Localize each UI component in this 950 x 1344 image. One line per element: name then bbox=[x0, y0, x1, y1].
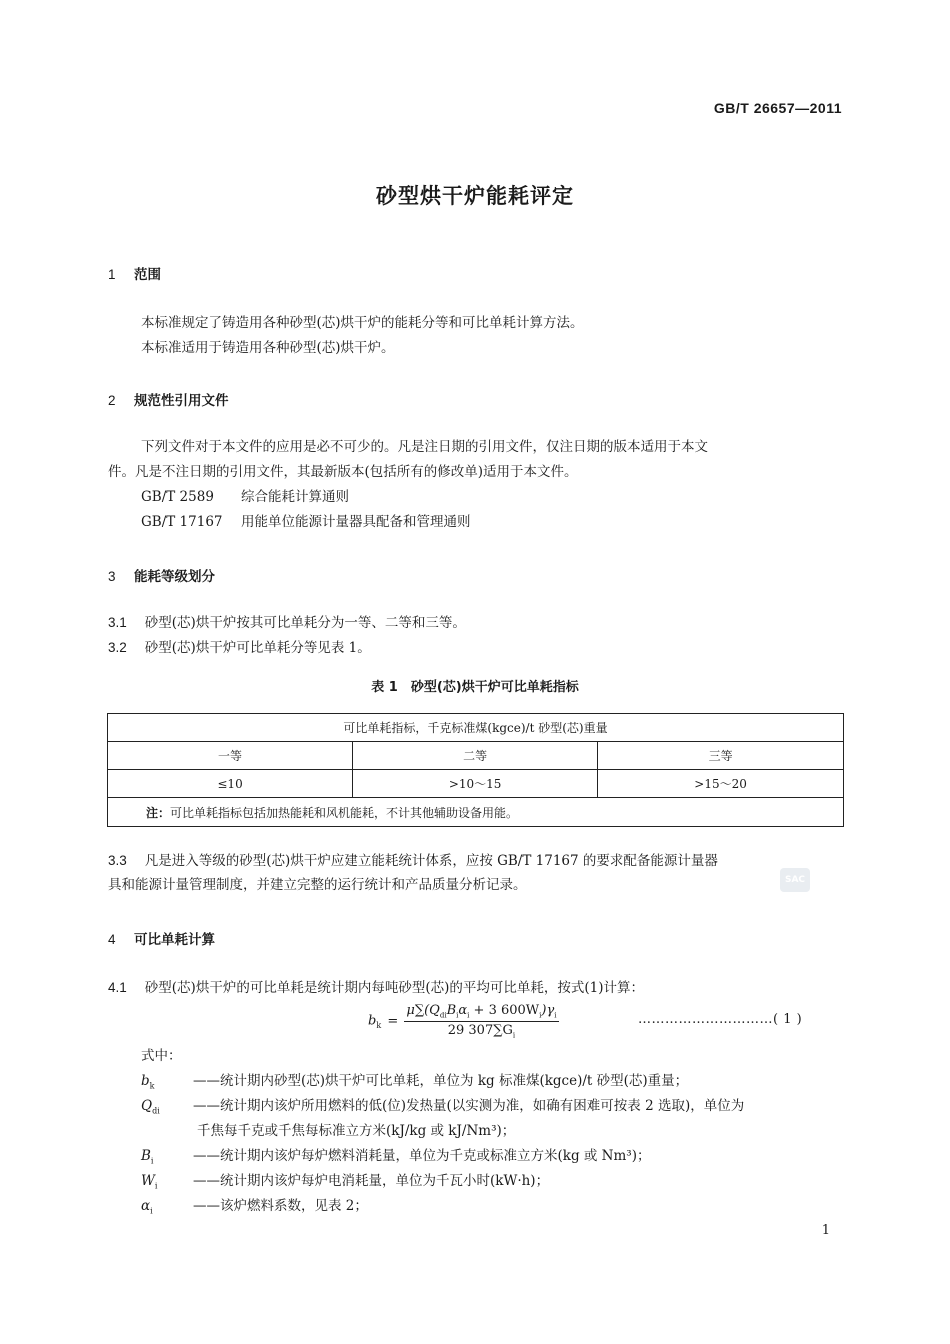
symbol-sub: i bbox=[150, 1156, 154, 1166]
paragraph: 本标准适用于铸造用各种砂型(芯)烘干炉。 bbox=[141, 340, 395, 356]
note-label: 注： bbox=[146, 805, 171, 820]
table-header: 可比单耗指标，千克标准煤(kgce)/t 砂型(芯)重量 bbox=[108, 714, 844, 742]
clause-text: 砂型(芯)烘干炉可比单耗分等见表 1。 bbox=[144, 640, 371, 656]
numerator-part: )γ bbox=[541, 1003, 555, 1018]
clause-text: 砂型(芯)烘干炉按其可比单耗分为一等、二等和三等。 bbox=[144, 615, 466, 631]
numerator-part: + 3 600W bbox=[469, 1003, 540, 1018]
symbol-letter: W bbox=[141, 1173, 155, 1189]
normative-reference bbox=[141, 485, 349, 510]
section-2-heading bbox=[108, 389, 229, 409]
symbol-sub: i bbox=[154, 1181, 158, 1191]
energy-grade-table bbox=[107, 713, 844, 827]
denominator-part: 29 307∑G bbox=[447, 1022, 513, 1038]
standard-code: GB/T 26657—2011 bbox=[713, 100, 842, 116]
dot-leader: ………………………… bbox=[638, 1012, 773, 1027]
denominator-sub: i bbox=[512, 1031, 516, 1040]
value-cell: >10～15 bbox=[353, 770, 598, 798]
numerator-part: α bbox=[458, 1003, 468, 1018]
grade-cell: 三等 bbox=[598, 742, 844, 770]
equation-number bbox=[638, 1012, 802, 1027]
grade-cell: 一等 bbox=[108, 742, 353, 770]
clause-text: 凡是进入等级的砂型(芯)烘干炉应建立能耗统计体系，应按 GB/T 17167 的要求配备能源计量器 bbox=[144, 853, 718, 869]
reference-code: GB/T 17167 bbox=[141, 514, 223, 530]
paragraph-line: 件。凡是不注日期的引用文件，其最新版本(包括所有的修改单)适用于本文件。 bbox=[108, 464, 578, 480]
numerator-sub: i bbox=[467, 1011, 470, 1020]
symbol-sub: di bbox=[152, 1106, 160, 1116]
where-label: 式中： bbox=[141, 1048, 182, 1064]
symbol-sub: k bbox=[149, 1081, 155, 1091]
symbol bbox=[141, 1094, 193, 1124]
symbol-letter: α bbox=[141, 1198, 151, 1214]
clause-3-3 bbox=[108, 848, 844, 874]
clause-number: 4.1 bbox=[108, 980, 127, 995]
clause-3-2 bbox=[108, 635, 844, 661]
clause-number: 3.2 bbox=[108, 640, 127, 655]
definition-text: ——该炉燃料系数，见表 2； bbox=[193, 1198, 368, 1214]
section-number: 2 bbox=[108, 393, 116, 408]
numerator-part: μ∑(Q bbox=[406, 1003, 440, 1018]
numerator-sub: i bbox=[539, 1011, 542, 1020]
symbol-letter: B bbox=[141, 1148, 151, 1164]
definition-continuation: 千焦每千克或千焦每标准立方米(kJ/kg 或 kJ/Nm³)； bbox=[197, 1123, 516, 1139]
definition-item bbox=[141, 1194, 368, 1224]
symbol-sub: i bbox=[150, 1206, 153, 1216]
reference-name: 用能单位能源计量器具配备和管理通则 bbox=[241, 514, 471, 530]
section-3-heading bbox=[108, 565, 215, 585]
clause-4-1 bbox=[108, 975, 844, 1001]
section-number: 4 bbox=[108, 932, 116, 947]
grade-cell: 二等 bbox=[353, 742, 598, 770]
paragraph: 本标准规定了铸造用各种砂型(芯)烘干炉的能耗分等和可比单耗计算方法。 bbox=[141, 315, 584, 331]
section-number: 1 bbox=[108, 267, 116, 282]
numerator-sub: di bbox=[439, 1011, 447, 1020]
clause-3-3-cont: 具和能源计量管理制度，并建立完整的运行统计和产品质量分析记录。 bbox=[108, 877, 527, 893]
reference-name: 综合能耗计算通则 bbox=[241, 489, 349, 505]
value-cell: ≤10 bbox=[108, 770, 353, 798]
formula-lhs: b bbox=[368, 1013, 377, 1029]
value-cell: >15～20 bbox=[598, 770, 844, 798]
section-number: 3 bbox=[108, 569, 116, 584]
table-note bbox=[108, 798, 844, 827]
section-title: 规范性引用文件 bbox=[134, 393, 229, 409]
formula-1: $b_k$ = $\frac{\mu\sum(Q_{di}B_i\alpha_i + 3 600W_i)\gamma_i}{29 307\sum G_i}$ bbox=[368, 1003, 557, 1040]
numerator-part: B bbox=[446, 1003, 457, 1018]
definition-text: ——统计期内该炉每炉电消耗量，单位为千瓦小时(kW·h)； bbox=[193, 1173, 550, 1189]
symbol-letter: Q bbox=[141, 1098, 153, 1114]
section-4-heading bbox=[108, 928, 215, 948]
reference-code: GB/T 2589 bbox=[141, 489, 214, 505]
document-title: 砂型烘干炉能耗评定 bbox=[376, 184, 574, 208]
normative-reference bbox=[141, 510, 471, 535]
definition-text: ——统计期内该炉每炉燃料消耗量，单位为千克或标准立方米(kg 或 Nm³)； bbox=[193, 1148, 651, 1164]
clause-3-1 bbox=[108, 610, 844, 636]
clause-number: 3.3 bbox=[108, 853, 127, 868]
definition-text: ——统计期内该炉所用燃料的低(位)发热量(以实测为准，如确有困难可按表 2 选取)，单位为 bbox=[193, 1098, 745, 1114]
section-title: 可比单耗计算 bbox=[134, 932, 215, 948]
numerator-sub: i bbox=[554, 1011, 557, 1020]
sac-watermark: SAC bbox=[780, 868, 810, 892]
formula-lhs-sub: k bbox=[376, 1021, 382, 1031]
note-text: 可比单耗指标包括加热能耗和风机能耗，不计其他辅助设备用能。 bbox=[170, 805, 519, 820]
formula-fraction bbox=[404, 1003, 558, 1039]
paragraph-line: 下列文件对于本文件的应用是必不可少的。凡是注日期的引用文件，仅注日期的版本适用于本文 bbox=[141, 439, 708, 455]
clause-number: 3.1 bbox=[108, 615, 127, 630]
equation-label: ( 1 ) bbox=[773, 1012, 803, 1027]
page-number: 1 bbox=[821, 1223, 830, 1238]
formula-denominator bbox=[404, 1022, 558, 1040]
clause-text: 砂型(芯)烘干炉的可比单耗是统计期内每吨砂型(芯)的平均可比单耗，按式(1)计算： bbox=[144, 980, 644, 996]
formula-numerator bbox=[404, 1003, 558, 1022]
symbol bbox=[141, 1194, 193, 1224]
table-caption: 表 1 砂型(芯)烘干炉可比单耗指标 bbox=[371, 680, 579, 695]
section-1-heading bbox=[108, 263, 161, 283]
section-title: 能耗等级划分 bbox=[134, 569, 215, 585]
numerator-sub: i bbox=[456, 1011, 459, 1020]
definition-text: ——统计期内砂型(芯)烘干炉可比单耗，单位为 kg 标准煤(kgce)/t 砂型(芯)重量； bbox=[193, 1073, 689, 1089]
section-title: 范围 bbox=[134, 267, 161, 283]
symbol-letter: b bbox=[141, 1073, 150, 1089]
